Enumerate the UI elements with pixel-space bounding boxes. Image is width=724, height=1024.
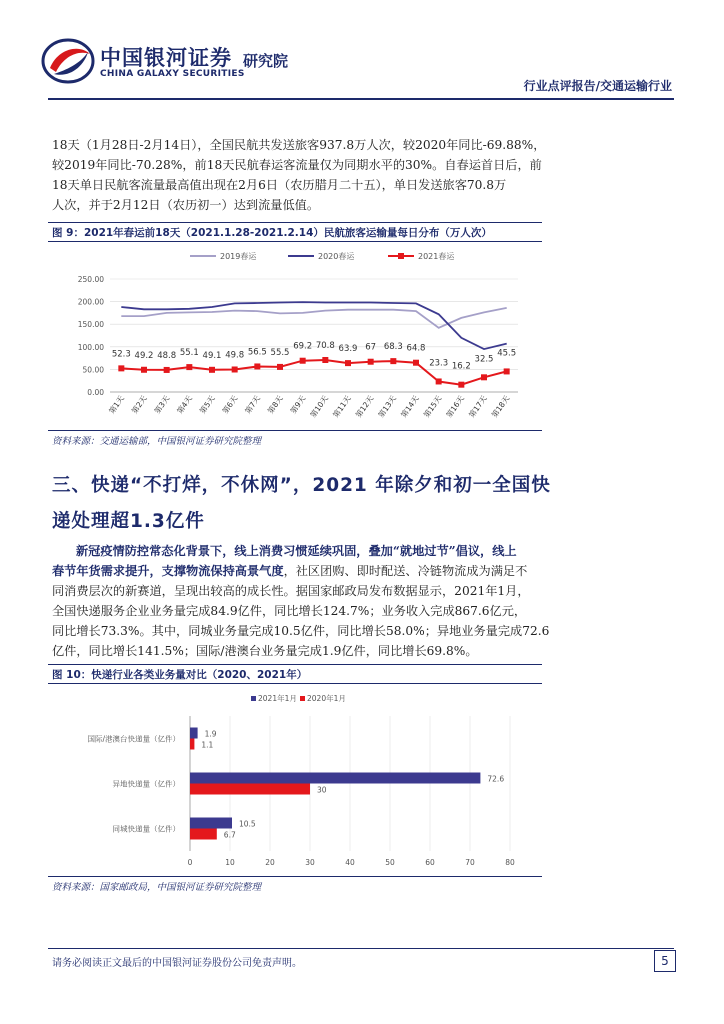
page-number-value: 5 — [661, 954, 669, 968]
x-tick-label: 80 — [505, 858, 515, 867]
x-tick-label: 20 — [265, 858, 275, 867]
data-point — [277, 364, 283, 370]
data-label: 67 — [365, 342, 377, 353]
data-label: 63.9 — [338, 344, 358, 355]
express-paragraph — [52, 541, 676, 661]
category-label: 同城快递量（亿件） — [112, 824, 180, 834]
data-label: 55.5 — [270, 347, 290, 358]
x-tick-label: 第8天 — [265, 393, 285, 416]
data-point — [186, 364, 192, 370]
figure10-caption-bar — [48, 664, 542, 684]
footer-disclaimer: 请务必阅读正文最后的中国银河证券股份公司免责声明。 — [52, 958, 302, 969]
x-tick-label: 第5天 — [197, 393, 217, 416]
x-tick-label: 第15天 — [421, 393, 444, 420]
data-label: 49.8 — [225, 350, 245, 361]
data-point — [254, 363, 260, 369]
data-label: 70.8 — [315, 340, 335, 351]
data-label: 55.1 — [179, 348, 199, 359]
data-point — [118, 365, 124, 371]
figure9-caption-bar — [48, 222, 542, 242]
data-point — [390, 358, 396, 364]
data-point — [164, 367, 170, 373]
x-tick-label: 第16天 — [444, 393, 466, 420]
express-highlight: 春节年货需求提升，支撑物流保持高景气度 — [52, 564, 284, 578]
figure10-caption: 图 10：快递行业各类业务量对比（2020、2021年） — [52, 669, 308, 681]
legend-label: 2020春运 — [318, 252, 355, 261]
data-point — [300, 358, 306, 364]
data-point — [209, 367, 215, 373]
data-point — [322, 357, 328, 363]
legend-label: 2021春运 — [418, 252, 455, 261]
data-label: 68.3 — [383, 342, 403, 353]
x-tick-label: 第7天 — [243, 393, 262, 416]
express-line: 全国快递服务企业业务量完成84.9亿件，同比增长124.7%；业务收入完成867.6亿元， — [52, 604, 527, 618]
data-label: 56.5 — [247, 347, 267, 358]
report-type: 行业点评报告/交通运输行业 — [523, 79, 672, 93]
y-tick-label: 100.00 — [77, 342, 104, 352]
express-line-bold: 新冠疫情防控常态化背景下，线上消费习惯延续巩固，叠加“就地过节”倡议，线上 — [76, 544, 517, 558]
bar-2020年1月 — [190, 739, 194, 750]
data-label: 23.3 — [429, 358, 449, 369]
x-tick-label: 30 — [305, 858, 315, 867]
data-label: 10.5 — [239, 819, 256, 829]
data-point — [368, 359, 374, 365]
data-label: 52.3 — [111, 349, 131, 360]
data-label: 48.8 — [157, 350, 177, 361]
x-tick-label: 10 — [225, 858, 235, 867]
bar-2021年1月 — [190, 773, 480, 784]
data-label: 32.5 — [474, 354, 494, 365]
section3-title — [52, 468, 676, 540]
logo-chinese-name: 中国银河证券 — [100, 46, 232, 70]
bar-2020年1月 — [190, 829, 217, 840]
intro-paragraph — [52, 135, 676, 215]
x-tick-label: 40 — [345, 858, 355, 867]
express-line: 亿件，同比增长141.5%；国际/港澳台业务量完成1.9亿件，同比增长69.8%。 — [52, 644, 478, 658]
figure10-source: 资料来源：国家邮政局，中国银河证券研究院整理 — [52, 882, 262, 893]
data-label: 49.1 — [202, 350, 222, 361]
data-point — [481, 374, 487, 380]
data-point — [458, 382, 464, 388]
express-line — [52, 561, 676, 581]
page-number — [654, 950, 676, 972]
data-label: 69.2 — [293, 341, 313, 352]
bar-2021年1月 — [190, 728, 198, 739]
section3-title-line1: 三、快递“不打烊，不休网”，2021 年除夕和初一全国快 — [52, 475, 551, 496]
legend-label: 2019春运 — [220, 252, 257, 261]
figure9-source: 资料来源：交通运输部，中国银河证券研究院整理 — [52, 436, 262, 447]
y-tick-label: 250.00 — [77, 275, 104, 284]
data-point — [141, 367, 147, 373]
express-line: 同比增长73.3%。其中，同城业务量完成10.5亿件，同比增长58.0%；异地业务量完成72.6 — [52, 624, 550, 638]
x-tick-label: 0 — [187, 858, 193, 867]
legend-label: 2020年1月 — [307, 694, 346, 703]
x-tick-label: 60 — [425, 858, 435, 867]
x-tick-label: 70 — [465, 858, 475, 867]
data-point — [504, 368, 510, 374]
data-label: 72.6 — [487, 774, 505, 784]
x-tick-label: 第14天 — [399, 393, 421, 420]
data-point — [345, 360, 351, 366]
data-label: 64.8 — [406, 343, 426, 354]
bar-2021年1月 — [190, 818, 232, 829]
express-line: 同消费层次的新赛道，呈现出较高的成长性。据国家邮政局发布数据显示，2021年1月， — [52, 584, 530, 598]
y-tick-label: 150.00 — [77, 320, 104, 330]
x-tick-label: 第18天 — [489, 393, 512, 420]
bar-2020年1月 — [190, 784, 310, 795]
bar-chart-figure10 — [48, 686, 542, 876]
data-label: 16.2 — [451, 361, 471, 372]
galaxy-logo-icon — [40, 36, 96, 86]
figure10-bottom-rule — [48, 876, 542, 877]
data-label: 30 — [317, 785, 327, 795]
intro-line: 18天单日民航客流量最高值出现在2月6日（农历腊月二十五），单日发送旅客70.8万 — [52, 178, 507, 192]
x-tick-label: 第3天 — [152, 393, 172, 416]
x-tick-label: 第10天 — [308, 393, 330, 420]
x-tick-label: 第2天 — [129, 393, 149, 416]
line-chart-figure9 — [48, 242, 542, 430]
x-tick-label: 第12天 — [353, 393, 376, 420]
data-label: 6.7 — [223, 830, 236, 840]
y-tick-label: 0.00 — [87, 388, 104, 397]
x-tick-label: 第1天 — [107, 393, 126, 416]
legend-marker — [300, 696, 305, 701]
data-label: 49.2 — [134, 350, 154, 361]
category-label: 异地快递量（亿件） — [112, 779, 180, 789]
data-label: 1.9 — [204, 729, 217, 739]
institute-label: 研究院 — [243, 52, 289, 70]
y-tick-label: 50.00 — [82, 365, 104, 375]
intro-line: 人次，并于2月12日（农历初一）达到流量低值。 — [52, 198, 320, 212]
x-tick-label: 第4天 — [175, 393, 194, 416]
series-line-2021春运 — [121, 360, 506, 385]
header-divider — [48, 98, 674, 100]
x-tick-label: 50 — [385, 858, 395, 867]
header — [0, 0, 724, 100]
intro-line: 较2019年同比-70.28%，前18天民航春运客流量仅为同期水平的30%。自春运首日后，前 — [52, 158, 542, 172]
y-tick-label: 200.00 — [77, 297, 104, 307]
x-tick-label: 第13天 — [376, 393, 398, 420]
figure9-bottom-rule — [48, 430, 542, 431]
logo-english-name: CHINA GALAXY SECURITIES — [100, 69, 245, 79]
legend-label: 2021年1月 — [258, 694, 297, 703]
footer-divider — [48, 948, 674, 949]
series-line-2020春运 — [121, 302, 506, 349]
data-point — [413, 360, 419, 366]
data-point — [436, 378, 442, 384]
intro-line: 18天（1月28日-2月14日），全国民航共发送旅客937.8万人次，较2020年同比-69.88%， — [52, 138, 546, 152]
x-tick-label: 第9天 — [288, 393, 308, 416]
express-line-rest: ，社区团购、即时配送、冷链物流成为满足不 — [283, 564, 528, 578]
x-tick-label: 第17天 — [467, 393, 489, 420]
legend-marker — [398, 253, 404, 259]
legend-marker — [251, 696, 256, 701]
data-point — [232, 366, 238, 372]
section3-title-line2: 递处理超1.3亿件 — [52, 511, 205, 532]
category-label: 国际/港澳台快递量（亿件） — [87, 734, 180, 744]
x-tick-label: 第11天 — [331, 393, 353, 420]
data-label: 45.5 — [497, 348, 517, 359]
x-tick-label: 第6天 — [220, 393, 240, 416]
data-label: 1.1 — [201, 740, 214, 750]
figure9-caption: 图 9：2021年春运前18天（2021.1.28-2021.2.14）民航旅客运输量每日分布（万人次） — [52, 227, 492, 239]
